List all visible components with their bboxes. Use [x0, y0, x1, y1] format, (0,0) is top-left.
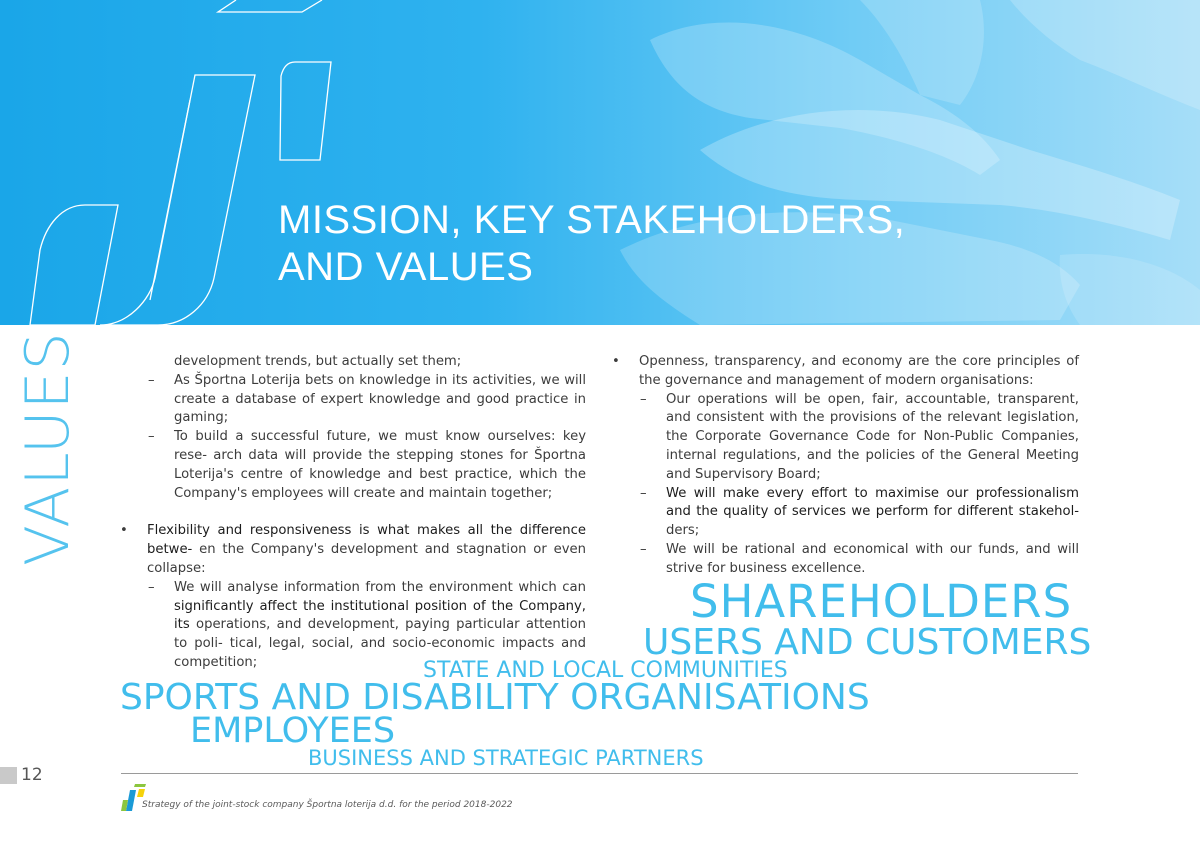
bullet-item: [120, 522, 586, 578]
stakeholder-shareholders: SHAREHOLDERS: [690, 575, 1073, 628]
header-banner: [0, 0, 1200, 325]
list-item-emphasis: significantly affect the institutional position of the Company, its: [174, 598, 586, 633]
left-text-column: [120, 353, 586, 673]
list-item-text: ders;: [666, 523, 700, 539]
list-item: [612, 485, 1079, 541]
stakeholder-business-partners: BUSINESS AND STRATEGIC PARTNERS: [308, 746, 704, 770]
paragraph-continuation: development trends, but actually set them;: [174, 354, 462, 369]
stakeholder-users-customers: USERS AND CUSTOMERS: [643, 622, 1092, 663]
side-section-label: VALUES: [13, 331, 83, 566]
page-title-line-1: MISSION, KEY STAKEHOLDERS,: [278, 198, 906, 242]
list-item-emphasis: We will make every effort to maximise our professionalism and the quality of services we perform for different stakehol-: [666, 485, 1079, 520]
list-item: – We will be rational and economical with our funds, and will strive for business excellence.: [612, 541, 1079, 579]
stakeholder-employees: EMPLOYEES: [190, 711, 396, 751]
list-item: – To build a successful future, we must know ourselves: key rese- arch data will provide the stepping stones for Športna Loterija's centre of knowledge and best practice, which the Company's employees will create and maintain together;: [120, 428, 586, 503]
bullet-item: • Openness, transparency, and economy are the core principles of the governance and management of modern organisations:: [612, 353, 1079, 391]
footer-caption: Strategy of the joint-stock company Športna loterija d.d. for the period 2018-2022: [142, 800, 513, 810]
stakeholder-state-communities: STATE AND LOCAL COMMUNITIES: [423, 658, 788, 683]
page-title-line-2: AND VALUES: [278, 245, 534, 289]
page-number: 12: [21, 765, 43, 785]
right-text-column: [612, 353, 1079, 579]
bullet-lead-text: Flexibility and responsiveness is what makes all the difference betwe-: [147, 523, 586, 558]
list-item: – As Športna Loterija bets on knowledge in its activities, we will create a database of expert knowledge and good practice in gaming;: [120, 372, 586, 428]
stakeholder-sports-organisations: SPORTS AND DISABILITY ORGANISATIONS: [120, 677, 870, 718]
page-title: [278, 197, 905, 291]
bullet-rest-text: en the Company's development and stagnation or even collapse:: [147, 542, 586, 576]
list-item-text: We will analyse information from the environment which can: [174, 579, 586, 595]
list-item-text: operations, and development, paying particular attention to poli- tical, legal, social, and socio-economic impacts and competition;: [174, 617, 587, 670]
footer-divider: [121, 773, 1078, 774]
list-item: – Our operations will be open, fair, accountable, transparent, and consistent with the provisions of the relevant legislation, the Corporate Governance Code for Non-Public Companies, internal regulations, and the policies of the General Meeting and Supervisory Board;: [612, 391, 1079, 485]
page-number-marker: [0, 767, 17, 784]
